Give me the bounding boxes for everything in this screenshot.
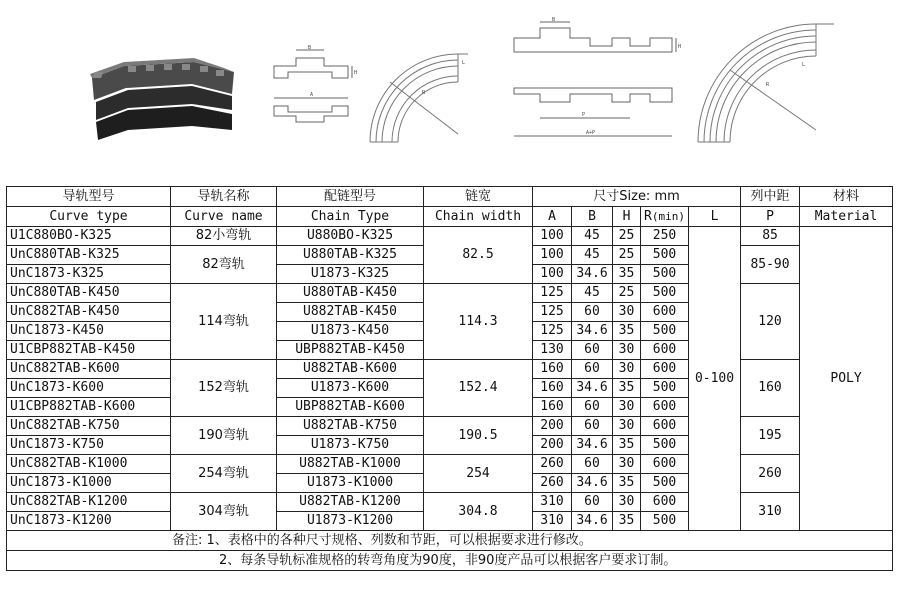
cell-a: 100 [533, 246, 572, 265]
cell-model: UnC882TAB-K450 [7, 303, 171, 322]
cell-model: U1C880BO-K325 [7, 227, 171, 246]
cell-chain-type: U1873-K325 [277, 265, 424, 284]
curve-rail-photo [84, 48, 244, 140]
cell-chain-width: 114.3 [424, 284, 533, 360]
cell-pitch: 260 [741, 455, 800, 493]
cell-b: 45 [572, 227, 613, 246]
cell-a: 100 [533, 227, 572, 246]
cell-chain-width: 304.8 [424, 493, 533, 531]
cell-h: 35 [613, 379, 641, 398]
cell-r: 600 [641, 455, 689, 474]
cell-chain-type: U1873-K1200 [277, 512, 424, 531]
col-name-en: Curve name [171, 207, 277, 227]
col-width-en: Chain width [424, 207, 533, 227]
label-r2: R [766, 82, 770, 88]
cell-h: 25 [613, 227, 641, 246]
label-h2: H [678, 44, 682, 50]
table-row [7, 284, 893, 303]
cell-b: 60 [572, 398, 613, 417]
cell-a: 160 [533, 360, 572, 379]
cell-chain-type: U880BO-K325 [277, 227, 424, 246]
cell-a: 200 [533, 436, 572, 455]
label-a1: A [310, 92, 314, 98]
label-r1: R [422, 90, 426, 96]
cell-chain-width: 152.4 [424, 360, 533, 417]
cell-b: 60 [572, 417, 613, 436]
col-b: B [572, 207, 613, 227]
cell-h: 25 [613, 284, 641, 303]
table-row [7, 360, 893, 379]
cell-r: 500 [641, 322, 689, 341]
cell-pitch: 195 [741, 417, 800, 455]
cell-curve-name: 190弯轨 [171, 417, 277, 455]
col-r-letter: R [644, 208, 652, 224]
label-ap2: A+P [586, 130, 596, 136]
note-1-text: 备注: 1、表格中的各种尺寸规格、列数和节距，可以根据要求进行修改。 [172, 532, 592, 548]
cell-b: 34.6 [572, 379, 613, 398]
cell-curve-name: 254弯轨 [171, 455, 277, 493]
cell-b: 60 [572, 341, 613, 360]
product-drawings [0, 0, 904, 180]
cell-chain-type: U882TAB-K600 [277, 360, 424, 379]
cell-b: 34.6 [572, 436, 613, 455]
col-a: A [533, 207, 572, 227]
cell-a: 125 [533, 284, 572, 303]
cell-model: UnC1873-K325 [7, 265, 171, 284]
cell-h: 30 [613, 417, 641, 436]
cell-material: POLY [800, 227, 893, 531]
cell-a: 125 [533, 322, 572, 341]
cell-curve-name: 152弯轨 [171, 360, 277, 417]
label-b1: B [308, 45, 312, 51]
cell-b: 34.6 [572, 265, 613, 284]
cell-r: 600 [641, 398, 689, 417]
col-pitch-en: P [741, 207, 800, 227]
cell-r: 500 [641, 265, 689, 284]
cell-chain-type: U880TAB-K450 [277, 284, 424, 303]
col-model-en: Curve type [7, 207, 171, 227]
table-row [7, 227, 893, 246]
cell-chain-width: 254 [424, 455, 533, 493]
cell-a: 310 [533, 493, 572, 512]
col-width-cn: 链宽 [424, 187, 533, 207]
label-l2: L [802, 62, 806, 68]
cell-h: 30 [613, 341, 641, 360]
cell-a: 100 [533, 265, 572, 284]
cell-model: U1CBP882TAB-K600 [7, 398, 171, 417]
arc-drawing-2 [690, 10, 840, 150]
cell-r: 500 [641, 379, 689, 398]
cell-pitch: 160 [741, 360, 800, 417]
section-drawing-1 [268, 44, 358, 124]
section-drawing-2 [510, 16, 686, 142]
cell-a: 125 [533, 303, 572, 322]
cell-h: 30 [613, 398, 641, 417]
cell-b: 60 [572, 360, 613, 379]
cell-model: UnC882TAB-K1000 [7, 455, 171, 474]
note-2-text: 2、每条导轨标准规格的转弯角度为90度，非90度产品可以根据客户要求订制。 [219, 552, 677, 568]
cell-h: 35 [613, 265, 641, 284]
col-model-cn: 导轨型号 [7, 187, 171, 207]
note-2 [7, 551, 893, 571]
cell-a: 200 [533, 417, 572, 436]
cell-model: UnC882TAB-K600 [7, 360, 171, 379]
cell-chain-type: U1873-K450 [277, 322, 424, 341]
cell-chain-type: U882TAB-K750 [277, 417, 424, 436]
cell-r: 500 [641, 246, 689, 265]
col-size: 尺寸Size: mm [533, 187, 741, 207]
cell-a: 310 [533, 512, 572, 531]
cell-h: 35 [613, 436, 641, 455]
cell-r: 600 [641, 303, 689, 322]
col-material-cn: 材料 [800, 187, 893, 207]
cell-model: UnC1873-K600 [7, 379, 171, 398]
cell-chain-type: U882TAB-K1200 [277, 493, 424, 512]
label-b2: B [552, 17, 556, 23]
cell-chain-type: U1873-K1000 [277, 474, 424, 493]
cell-h: 35 [613, 322, 641, 341]
cell-curve-name: 82弯轨 [171, 246, 277, 284]
cell-chain-type: UBP882TAB-K600 [277, 398, 424, 417]
cell-r: 250 [641, 227, 689, 246]
cell-r: 500 [641, 512, 689, 531]
col-material-en: Material [800, 207, 893, 227]
cell-pitch: 310 [741, 493, 800, 531]
cell-curve-name: 82小弯轨 [171, 227, 277, 246]
cell-h: 35 [613, 512, 641, 531]
cell-a: 160 [533, 379, 572, 398]
cell-r: 500 [641, 474, 689, 493]
cell-chain-type: U1873-K600 [277, 379, 424, 398]
cell-b: 34.6 [572, 322, 613, 341]
col-name-cn: 导轨名称 [171, 187, 277, 207]
cell-model: UnC880TAB-K450 [7, 284, 171, 303]
label-l1: L [462, 60, 466, 66]
cell-r: 500 [641, 436, 689, 455]
cell-model: UnC1873-K1000 [7, 474, 171, 493]
col-l: L [689, 207, 741, 227]
cell-model: UnC882TAB-K1200 [7, 493, 171, 512]
arc-drawing-1 [362, 38, 472, 150]
cell-model: UnC882TAB-K750 [7, 417, 171, 436]
label-p2: P [582, 112, 586, 118]
cell-model: UnC1873-K450 [7, 322, 171, 341]
cell-b: 45 [572, 246, 613, 265]
spec-table [6, 186, 893, 571]
cell-b: 45 [572, 284, 613, 303]
table-row [7, 455, 893, 474]
cell-model: UnC1873-K750 [7, 436, 171, 455]
cell-a: 260 [533, 474, 572, 493]
col-pitch-cn: 列中距 [741, 187, 800, 207]
cell-curve-name: 114弯轨 [171, 284, 277, 360]
cell-chain-type: U882TAB-K1000 [277, 455, 424, 474]
cell-chain-width: 82.5 [424, 227, 533, 284]
cell-chain-type: U1873-K750 [277, 436, 424, 455]
cell-b: 60 [572, 303, 613, 322]
cell-a: 260 [533, 455, 572, 474]
cell-l: 0-100 [689, 227, 741, 531]
cell-a: 160 [533, 398, 572, 417]
cell-chain-type: UBP882TAB-K450 [277, 341, 424, 360]
cell-pitch: 85 [741, 227, 800, 246]
cell-r: 600 [641, 493, 689, 512]
col-h: H [613, 207, 641, 227]
cell-chain-type: U880TAB-K325 [277, 246, 424, 265]
cell-r: 600 [641, 417, 689, 436]
cell-h: 30 [613, 455, 641, 474]
col-chain-en: Chain Type [277, 207, 424, 227]
cell-h: 35 [613, 474, 641, 493]
cell-h: 25 [613, 246, 641, 265]
cell-h: 30 [613, 493, 641, 512]
table-row [7, 493, 893, 512]
cell-b: 60 [572, 493, 613, 512]
cell-b: 34.6 [572, 512, 613, 531]
cell-b: 34.6 [572, 474, 613, 493]
cell-h: 30 [613, 303, 641, 322]
col-r [641, 207, 689, 227]
cell-r: 600 [641, 360, 689, 379]
cell-h: 30 [613, 360, 641, 379]
cell-model: UnC880TAB-K325 [7, 246, 171, 265]
cell-r: 500 [641, 284, 689, 303]
cell-model: UnC1873-K1200 [7, 512, 171, 531]
col-chain-cn: 配链型号 [277, 187, 424, 207]
cell-curve-name: 304弯轨 [171, 493, 277, 531]
label-h1: H [354, 70, 358, 76]
cell-chain-type: U882TAB-K450 [277, 303, 424, 322]
cell-b: 60 [572, 455, 613, 474]
cell-pitch: 120 [741, 284, 800, 360]
cell-pitch: 85-90 [741, 246, 800, 284]
cell-chain-width: 190.5 [424, 417, 533, 455]
table-row [7, 417, 893, 436]
col-r-min: (min) [651, 209, 685, 223]
cell-a: 130 [533, 341, 572, 360]
note-1 [7, 531, 893, 551]
cell-model: U1CBP882TAB-K450 [7, 341, 171, 360]
cell-r: 600 [641, 341, 689, 360]
